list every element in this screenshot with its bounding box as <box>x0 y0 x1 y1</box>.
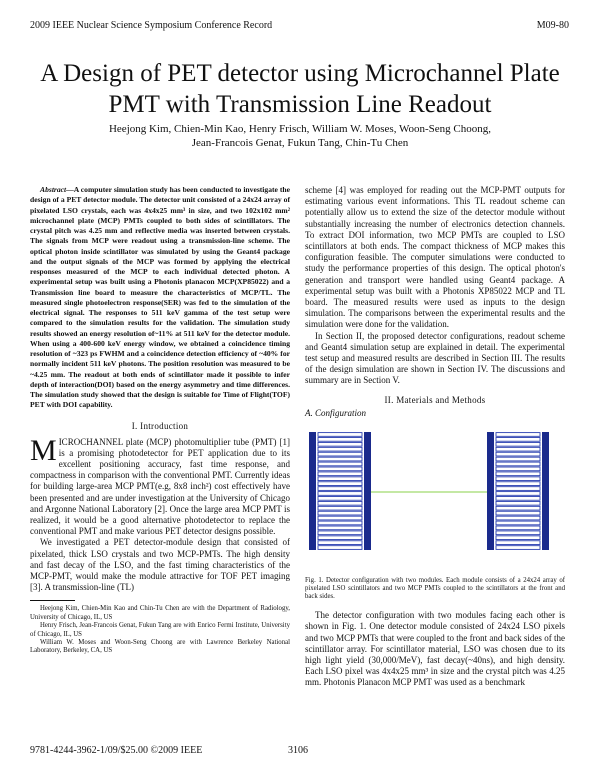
intro-paragraph <box>30 433 290 538</box>
footnote: Heejong Kim, Chien-Min Kao and Chin-Tu Chen are with the Department of Radiology, University of Chicago, IL, US <box>30 605 290 621</box>
lso-crystal <box>318 437 362 441</box>
lso-crystal <box>496 437 540 441</box>
body-paragraph: scheme [4] was employed for reading out the MCP-PMT outputs for estimating various event informations. This TL readout scheme can potentially allow us to extend the size of the detector module without substantially increasing the number of electronics detection channels. To extract DOI information, two MCP PMTs are coupled to LSO scintillators at both ends. The compact thickness of MCP makes this configuration feasible. The computer simulations were conducted to study the performance properties of this design. The optical photon's generation and transport were handled using Geant4 package. A experimental setup was built with a Photonis XP85022 MCP and TL board. The measured results were used as inputs to the design simulation. The comparisons between the experimental results and the simulation were done for the validation. <box>305 185 565 330</box>
page-number: 3106 <box>288 745 308 756</box>
lso-crystal <box>496 486 540 490</box>
intro-paragraph-text: ICROCHANNEL plate (MCP) photomultiplier tube (PMT) [1] is a promising photodetector for PET application due to its excellent positioning accuracy, fast time response, and compactness in comparison with the conventional PMT. Currently ideas for building large-area MCP PMT(e.g, 8x8 inch²) cost effectively have been presented and are under investigation at the University of Chicago and Argonne National Laboratory [2]. Once the large area MCP PMT is realized, it would be a good alternative photodetector to replace the conventional PMT and make various PET detector designs possible. <box>30 436 290 537</box>
mcp-pmt-front <box>309 432 316 550</box>
lso-crystal <box>318 491 362 495</box>
lso-crystal <box>318 481 362 485</box>
lso-crystal <box>496 472 540 476</box>
lso-crystal <box>318 531 362 535</box>
mcp-pmt-back <box>542 432 549 550</box>
lso-crystal <box>318 447 362 451</box>
lso-crystal <box>318 516 362 520</box>
mcp-pmt-front <box>487 432 494 550</box>
lso-crystal <box>318 442 362 446</box>
lso-crystal <box>496 477 540 481</box>
lso-crystal <box>318 486 362 490</box>
figure-1 <box>305 424 565 572</box>
lso-crystal <box>496 545 540 549</box>
lso-crystal <box>496 467 540 471</box>
lso-crystal <box>318 432 362 436</box>
lso-crystal <box>496 452 540 456</box>
lso-crystal <box>318 536 362 540</box>
lso-crystal <box>496 531 540 535</box>
lso-crystal <box>496 526 540 530</box>
drop-cap: M <box>30 433 57 467</box>
lso-crystal <box>318 452 362 456</box>
author-line: Heejong Kim, Chien-Min Kao, Henry Frisch, William W. Moses, Woon-Seng Choong, <box>108 123 492 135</box>
lso-crystal <box>496 491 540 495</box>
section-heading-materials: II. Materials and Methods <box>384 394 486 405</box>
lso-crystal <box>496 457 540 461</box>
lso-crystal <box>496 496 540 500</box>
lso-crystal <box>318 501 362 505</box>
lso-crystal <box>496 442 540 446</box>
lso-crystal <box>318 496 362 500</box>
lso-crystal <box>496 511 540 515</box>
lso-crystal <box>318 526 362 530</box>
lso-crystal <box>318 521 362 525</box>
lso-crystal <box>318 472 362 476</box>
lso-crystal <box>496 536 540 540</box>
lso-crystal <box>496 516 540 520</box>
lso-crystal <box>318 506 362 510</box>
lso-crystal <box>496 462 540 466</box>
lso-crystal <box>496 506 540 510</box>
lso-crystal <box>318 540 362 544</box>
mcp-pmt-back <box>364 432 371 550</box>
lso-crystal <box>318 467 362 471</box>
lso-crystal <box>496 540 540 544</box>
section-heading-introduction: I. Introduction <box>131 420 189 431</box>
abstract-label: Abstract <box>40 185 67 194</box>
footnote-rule <box>30 600 75 601</box>
lso-crystal <box>496 501 540 505</box>
lso-crystal <box>496 432 540 436</box>
copyright-footer: 9781-4244-3962-1/09/$25.00 ©2009 IEEE <box>30 745 203 756</box>
lso-crystal <box>318 477 362 481</box>
figure-caption: Fig. 1. Detector configuration with two modules. Each module consists of a 24x24 array of pixelated LSO scintillators and two MCP PMTs coupled to the scintillators at the front and back sides. <box>305 576 565 601</box>
abstract <box>30 185 290 411</box>
lso-crystal <box>318 457 362 461</box>
detector-configuration-diagram <box>305 424 565 572</box>
lso-crystal <box>318 511 362 515</box>
paper-id: M09-80 <box>536 20 569 31</box>
body-paragraph: The detector configuration with two modules facing each other is shown in Fig. 1. One detector module consisted of 24x24 LSO pixels and two MCP PMTs that were coupled to the front and back sides of the scintillator array. For scintillator material, LSO was chosen due to its high light yield (30,000/MeV), fast decay(~40ns), and high density. Each LSO pixel was 4x4x25 mm³ in size and the crystal pitch was 4.25 mm. Photonis Planacon MCP PMT was used as a benchmark <box>305 610 565 688</box>
paper-title: A Design of PET detector using Microchannel Plate PMT with Transmission Line Readout <box>40 60 560 118</box>
lso-crystal <box>496 447 540 451</box>
footnote: William W. Moses and Woon-Seng Choong are with Lawrence Berkeley National Laboratory, Berkeley, CA, US <box>30 638 290 655</box>
right-column <box>305 185 565 689</box>
author-line: Jean-Francois Genat, Fukun Tang, Chin-Tu Chen <box>191 137 409 149</box>
lso-crystal <box>318 462 362 466</box>
body-paragraph: In Section II, the proposed detector configurations, readout scheme and Geant4 simulation setup are explained in detail. The experimental test setup and measured results are described in Section III. The results of the design simulation are shown in Section IV. The discussions and summary are in Section V. <box>305 330 565 386</box>
footnote: Henry Frisch, Jean-Francois Genat, Fukun Tang are with Enrico Fermi Institute, University of Chicago, IL, US <box>30 622 290 638</box>
lso-crystal <box>496 521 540 525</box>
lso-crystal <box>496 481 540 485</box>
left-column <box>30 185 290 656</box>
intro-paragraph: We investigated a PET detector-module design that consisted of pixelated, thick LSO crystals and two MCP-PMTs. The high density and fast decay of the LSO, and the fast timing characteristics of the MCP-PMT, would make the module attractive for TOF PET imaging [3]. A transmission-line (TL) <box>30 537 290 593</box>
conference-header: 2009 IEEE Nuclear Science Symposium Conference Record <box>30 20 273 31</box>
lso-crystal <box>318 545 362 549</box>
subsection-heading-configuration: A. Configuration <box>305 407 367 418</box>
abstract-text: —A computer simulation study has been conducted to investigate the design of a PET detector module. The detector unit consisted of a 24x24 array of pixelated LSO crystals, each was 4x4x25 mm³ in size, and two 102x102 mm² microchannel plate (MCP) PMTs coupled to both sides of scintillators. The crystal pitch was 4.25 mm and reflective media was inserted between crystals. The signals from MCP were readout using a transmission-line scheme. The optical photon inside scintillator was simulated by using the Geant4 package and the output signals of the MCP was formed by applying the electrical responses measured of the MCP to each individual detected photon. A experimental setup was built using a Photonis planacon MCP(XP85022) and a Transmission line board to measure the characteristics of MCP/TL. The measured single photoelectron response(SER) was fed to the simulation of the electrical signal. The responses to 511 keV gamma of the test setup were compared to the simulation results for the validation. The simulation study results showed an energy resolution of~11% at 511 keV for the detector module. When using a 400-600 keV energy window, we obtained a coincidence timing resolution of ~323 ps FWHM and a coincidence detection efficiency of ~40% for normally incident 511 keV photons. The position resolution was measured to be ~4.25 mm. The readout at both ends of scintillator made it possible to infer depth of interaction(DOI) based on the energy asymmetry and time differences. The simulation study showed that the design is suitable for Time of Flight(TOF) PET with DOI capability. <box>30 185 290 410</box>
author-list <box>30 122 570 150</box>
